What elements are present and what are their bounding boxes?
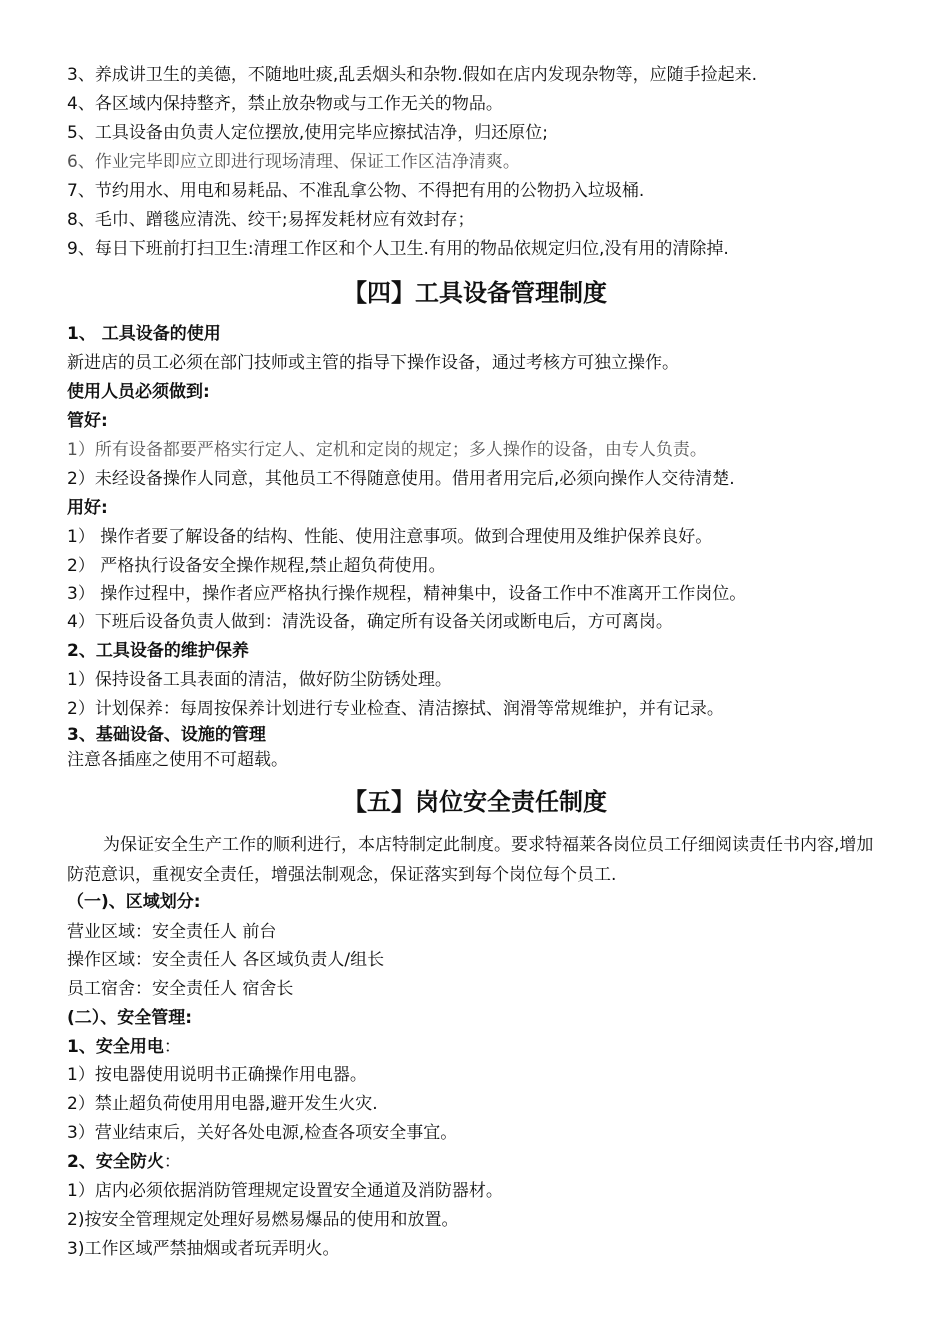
subsection-heading: 3、基础设备、设施的管理 bbox=[67, 725, 266, 745]
paragraph: 为保证安全生产工作的顺利进行，本店特制定此制度。要求特福莱各岗位员工仔细阅读责任书内容,增加防范意识，重视安全责任，增强法制观念，保证落实到每个岗位每个员工. bbox=[67, 835, 874, 885]
list-item: 营业区域：安全责任人 前台 bbox=[67, 922, 277, 942]
list-item: 2)按安全管理规定处理好易燃易爆品的使用和放置。 bbox=[67, 1210, 459, 1230]
list-item: 3）营业结束后，关好各处电源,检查各项安全事宜。 bbox=[67, 1123, 458, 1143]
heading-text: 1、安全用电 bbox=[67, 1037, 164, 1057]
list-item: 6、作业完毕即应立即进行现场清理、保证工作区洁净清爽。 bbox=[67, 152, 520, 172]
heading-text: 2、安全防火 bbox=[67, 1152, 164, 1172]
list-item: 7、节约用水、用电和易耗品、不准乱拿公物、不得把有用的公物扔入垃圾桶. bbox=[67, 181, 645, 201]
list-item: 4）下班后设备负责人做到：清洗设备，确定所有设备关闭或断电后，方可离岗。 bbox=[67, 612, 673, 632]
list-item: 8、毛巾、蹭毯应清洗、绞干;易挥发耗材应有效封存； bbox=[67, 210, 475, 230]
list-item: 1）按电器使用说明书正确操作用电器。 bbox=[67, 1065, 367, 1085]
list-item: 2）禁止超负荷使用用电器,避开发生火灾. bbox=[67, 1094, 378, 1114]
list-item: 5、工具设备由负责人定位摆放,使用完毕应擦拭洁净，归还原位; bbox=[67, 123, 548, 143]
list-item: 1） 操作者要了解设备的结构、性能、使用注意事项。做到合理使用及维护保养良好。 bbox=[67, 527, 713, 547]
list-item: 4、各区域内保持整齐，禁止放杂物或与工作无关的物品。 bbox=[67, 94, 503, 114]
list-item: 1）店内必须依据消防管理规定设置安全通道及消防器材。 bbox=[67, 1181, 503, 1201]
section-title-4: 【四】工具设备管理制度 bbox=[343, 279, 607, 307]
list-item: 2）未经设备操作人同意，其他员工不得随意使用。借用者用完后,必须向操作人交待清楚. bbox=[67, 469, 735, 489]
section-title-5: 【五】岗位安全责任制度 bbox=[343, 788, 607, 816]
list-item: 3)工作区域严禁抽烟或者玩弄明火。 bbox=[67, 1239, 340, 1259]
list-item: 操作区域：安全责任人 各区域负责人/组长 bbox=[67, 950, 385, 970]
subsection-heading: 1、 工具设备的使用 bbox=[67, 324, 221, 344]
list-item: 3） 操作过程中，操作者应严格执行操作规程，精神集中，设备工作中不准离开工作岗位。 bbox=[67, 584, 747, 604]
subsection-heading bbox=[67, 1150, 890, 1174]
paragraph: 新进店的员工必须在部门技师或主管的指导下操作设备，通过考核方可独立操作。 bbox=[67, 353, 679, 373]
heading-colon: ： bbox=[163, 1152, 181, 1172]
part-heading bbox=[67, 890, 890, 914]
paragraph: 注意各插座之使用不可超载。 bbox=[67, 750, 288, 770]
subsection-heading bbox=[67, 1035, 890, 1059]
part-heading: (二）、安全管理: bbox=[67, 1008, 193, 1028]
list-item: 9、每日下班前打扫卫生:清理工作区和个人卫生.有用的物品依规定归位,没有用的清除掉. bbox=[67, 239, 729, 259]
list-item: 2）计划保养：每周按保养计划进行专业检查、清洁擦拭、润滑等常规维护，并有记录。 bbox=[67, 699, 724, 719]
subsection-heading: 2、工具设备的维护保养 bbox=[67, 641, 249, 661]
list-item: 3、养成讲卫生的美德，不随地吐痰,乱丢烟头和杂物.假如在店内发现杂物等，应随手捡起来. bbox=[67, 65, 758, 85]
label: 用好: bbox=[67, 498, 108, 518]
label: 管好: bbox=[67, 411, 108, 431]
heading-colon: ： bbox=[163, 1037, 181, 1057]
label: 使用人员必须做到: bbox=[67, 382, 210, 402]
list-item: 2） 严格执行设备安全操作规程,禁止超负荷使用。 bbox=[67, 556, 446, 576]
part-heading-text: （一)、区域划分: bbox=[67, 892, 201, 912]
list-item: 员工宿舍：安全责任人 宿舍长 bbox=[67, 979, 294, 999]
list-item: 1）保持设备工具表面的清洁，做好防尘防锈处理。 bbox=[67, 670, 452, 690]
list-item: 1）所有设备都要严格实行定人、定机和定岗的规定；多人操作的设备，由专人负责。 bbox=[67, 440, 707, 460]
